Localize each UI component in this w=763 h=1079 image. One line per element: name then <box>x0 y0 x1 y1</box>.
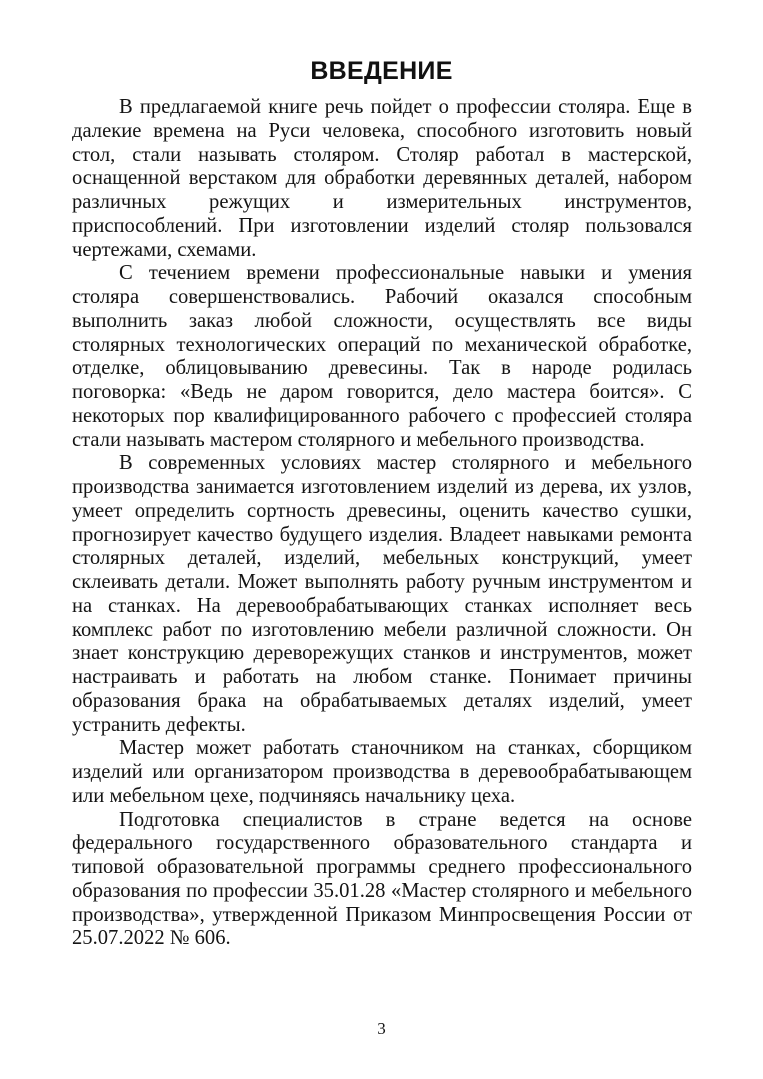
paragraph-3: В современных условиях мастер столярного и мебельного производства занимается изготовлением изделий из дерева, их узлов, умеет определить сортность древесины, оценить качество сушки, прогнозирует качество будущего изделия. Владеет навыками ремонта столярных деталей, изделий, мебельных конструкций, умеет склеивать детали. Может выполнять работу ручным инструментом и на станках. На деревообрабатывающих станках исполняет весь комплекс работ по изготовлению мебели различной сложности. Он знает конструкцию дереворежущих станков и инструментов, может настраивать и работать на любом станке. Понимает причины образования брака на обрабатываемых деталях изделий, умеет устранить дефекты. <box>72 452 692 736</box>
paragraph-5: Подготовка специалистов в стране ведется на основе федерального государственного образовательного стандарта и типовой образовательной программы среднего профессионального образования по профессии 35.01.28 «Мастер столярного и мебельного производства», утвержденной Приказом Минпросвещения России от 25.07.2022 № 606. <box>72 808 692 950</box>
paragraph-1: В предлагаемой книге речь пойдет о профессии столяра. Еще в далекие времена на Руси человека, способного изготовить новый стол, стали называть столяром. Столяр работал в мастерской, оснащенной верстаком для обработки деревянных деталей, набором различных режущих и измерительных инструментов, приспособлений. При изготовлении изделий столяр пользовался чертежами, схемами. <box>72 96 692 261</box>
paragraph-4: Мастер может работать станочником на станках, сборщиком изделий или организатором производства в деревообрабатывающем или мебельном цехе, подчиняясь начальнику цеха. <box>72 737 692 807</box>
body-text <box>72 96 692 951</box>
page-number: 3 <box>377 1019 386 1038</box>
page-title: ВВЕДЕНИЕ <box>310 57 453 85</box>
paragraph-2: С течением времени профессиональные навыки и умения столяра совершенствовались. Рабочий оказался способным выполнить заказ любой сложности, осуществлять все виды столярных технологических операций по механической обработке, отделке, облицовыванию древесины. Так в народе родилась поговорка: «Ведь не даром говорится, дело мастера боится». С некоторых пор квалифицированного рабочего с профессией столяра стали называть мастером столярного и мебельного производства. <box>72 262 692 451</box>
